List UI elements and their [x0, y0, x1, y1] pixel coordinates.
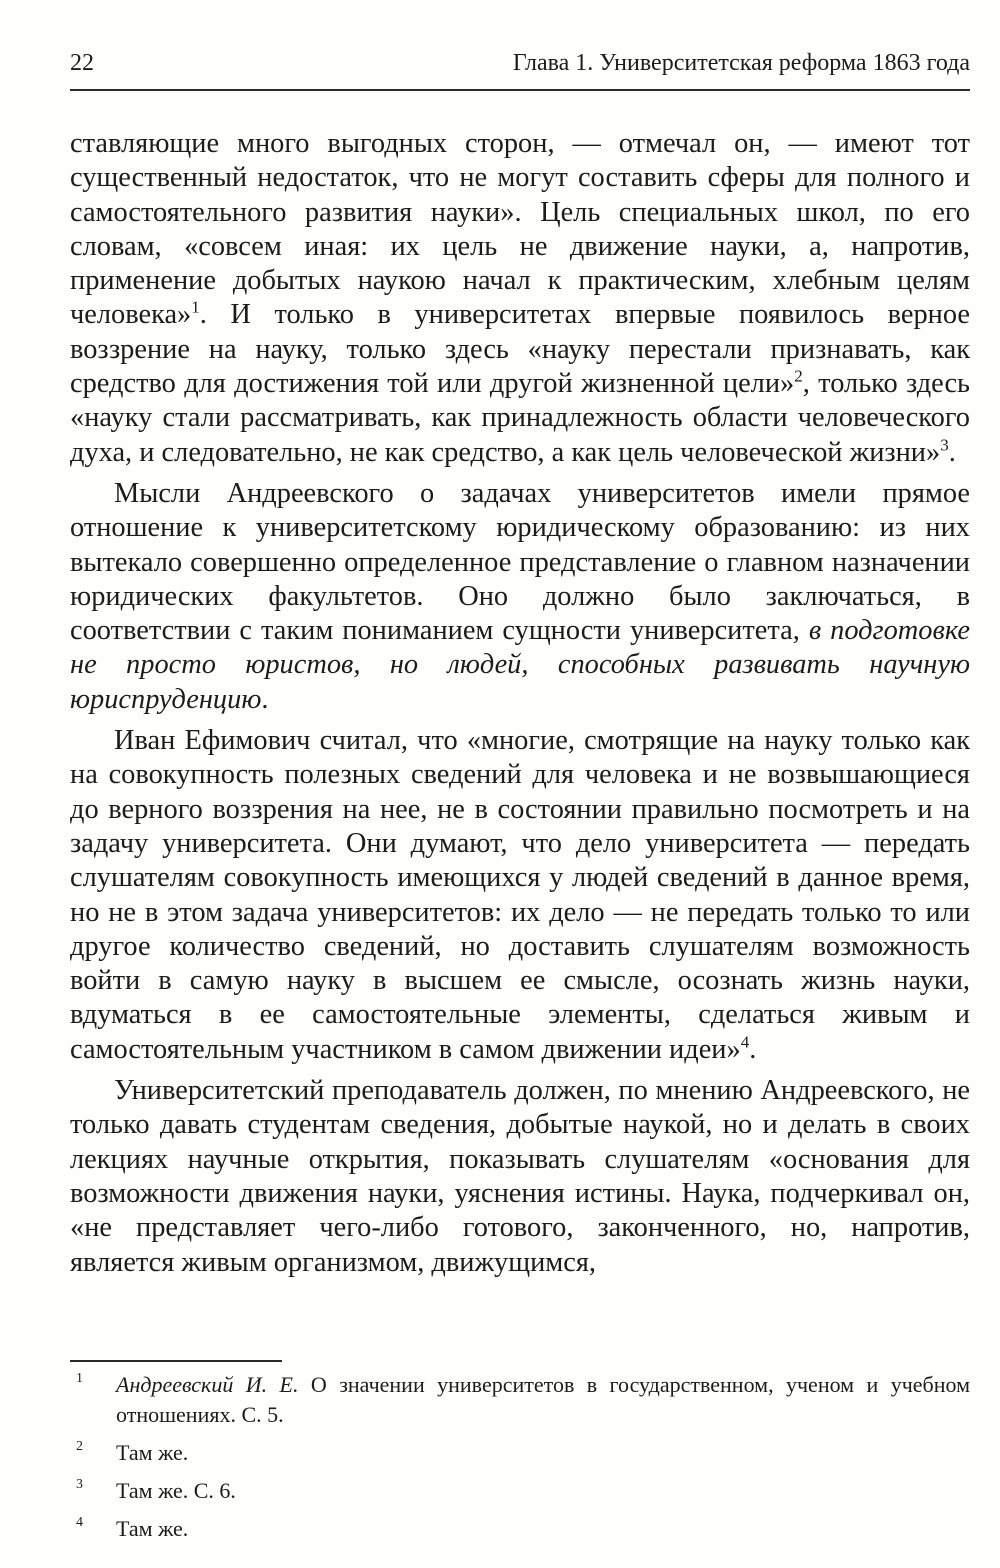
paragraph-2-emphasis: в подготовке не просто юристов, но людей, способных развивать научную юриспруденцию: [70, 615, 970, 715]
main-text: [70, 127, 970, 1280]
footnote-text: Там же.: [116, 1516, 189, 1541]
footnote-ref-4[interactable]: 4: [740, 1032, 750, 1052]
paragraph-3-text-a: Иван Ефимович считал, что «многие, смотрящие на науку только как на совокупность полезных сведений для человека и не возвышающиеся до верного воззрения на нее, не в состоянии правильно посмотреть и на задачу университета. Они думают, что дело университета — передать слушателям совокупность имеющихся у людей сведений в данное время, но не в этом задача университетов: их дело — не передать только то или другое количество сведений, но доставить слушателям возможность войти в самую науку в высшем ее смысле, осознать жизнь науки, вдуматься в ее самостоятельные элементы, сделаться живым и самостоятельным участником в самом движении идеи»: [70, 725, 970, 1065]
page-header: [70, 46, 970, 80]
footnotes: [70, 1370, 970, 1552]
paragraph-1-text-b: . И только в университетах впервые появилось верное воззрение на науку, только здесь «науку перестали признавать, как средство для достижения той или другой жизненной цели»: [70, 299, 970, 400]
footnote-rule: [70, 1360, 282, 1362]
footnote-text: О значении университетов в государственном, ученом и учебном отношениях. С. 5.: [116, 1372, 971, 1427]
paragraph-3: [70, 724, 970, 1067]
footnote-number: 1: [76, 1371, 83, 1386]
footnote-number: 4: [76, 1515, 83, 1530]
footnote-2: [70, 1438, 970, 1468]
footnote-number: 3: [76, 1477, 83, 1492]
header-rule: [70, 89, 970, 91]
footnote-ref-1[interactable]: 1: [191, 298, 200, 318]
footnote-4: [70, 1514, 970, 1544]
footnote-text: Там же.: [116, 1440, 189, 1465]
paragraph-1-text-c: , только здесь «науку стали рассматривать, как принадлежность области человеческого духа, и следовательно, не как средство, а как цель человеческой жизни»: [70, 368, 970, 468]
footnote-3: [70, 1476, 970, 1506]
paragraph-1: [70, 127, 970, 470]
footnote-1: [70, 1370, 970, 1430]
paragraph-1-text-d: .: [948, 436, 956, 468]
footnote-text: Там же. С. 6.: [116, 1478, 236, 1503]
paragraph-3-text-b: .: [749, 1033, 757, 1065]
paragraph-4: [70, 1074, 970, 1280]
paragraph-2-text-b: .: [261, 683, 269, 715]
footnote-author: Андреевский И. Е.: [116, 1372, 299, 1397]
page-number: 22: [70, 50, 94, 76]
paragraph-1-text-a: ставляющие много выгодных сторон, — отмечал он, — имеют тот существенный недостаток, что не могут составить сферы для полного и самостоятельного развития науки». Цель специальных школ, по его словам, «совсем иная: их цель не движение науки, а, напротив, применение добытых наукою начал к практическим, хлебным целям человека»: [70, 128, 970, 331]
footnote-number: 2: [76, 1439, 83, 1454]
footnote-ref-3[interactable]: 3: [940, 435, 949, 455]
paragraph-4-text: Университетский преподаватель должен, по мнению Андреевского, не только давать студентам сведения, добытые наукой, но и делать в своих лекциях научные открытия, показывать слушателям «основания для возможности движения науки, уяснения истины. Наука, подчеркивал он, «не представляет чего-либо готового, законченного, но, напротив, является живым организмом, движущимся,: [70, 1075, 970, 1278]
footnote-ref-2[interactable]: 2: [794, 366, 803, 386]
running-title: Глава 1. Университетская реформа 1863 года: [512, 50, 970, 76]
paragraph-2: [70, 477, 970, 717]
paragraph-2-text-a: Мысли Андреевского о задачах университетов имели прямое отношение к университетскому юридическому образованию: из них вытекало совершенно определенное представление о главном назначении юридических факультетов. Оно должно было заключаться, в соответствии с таким пониманием сущности университета,: [70, 477, 970, 647]
